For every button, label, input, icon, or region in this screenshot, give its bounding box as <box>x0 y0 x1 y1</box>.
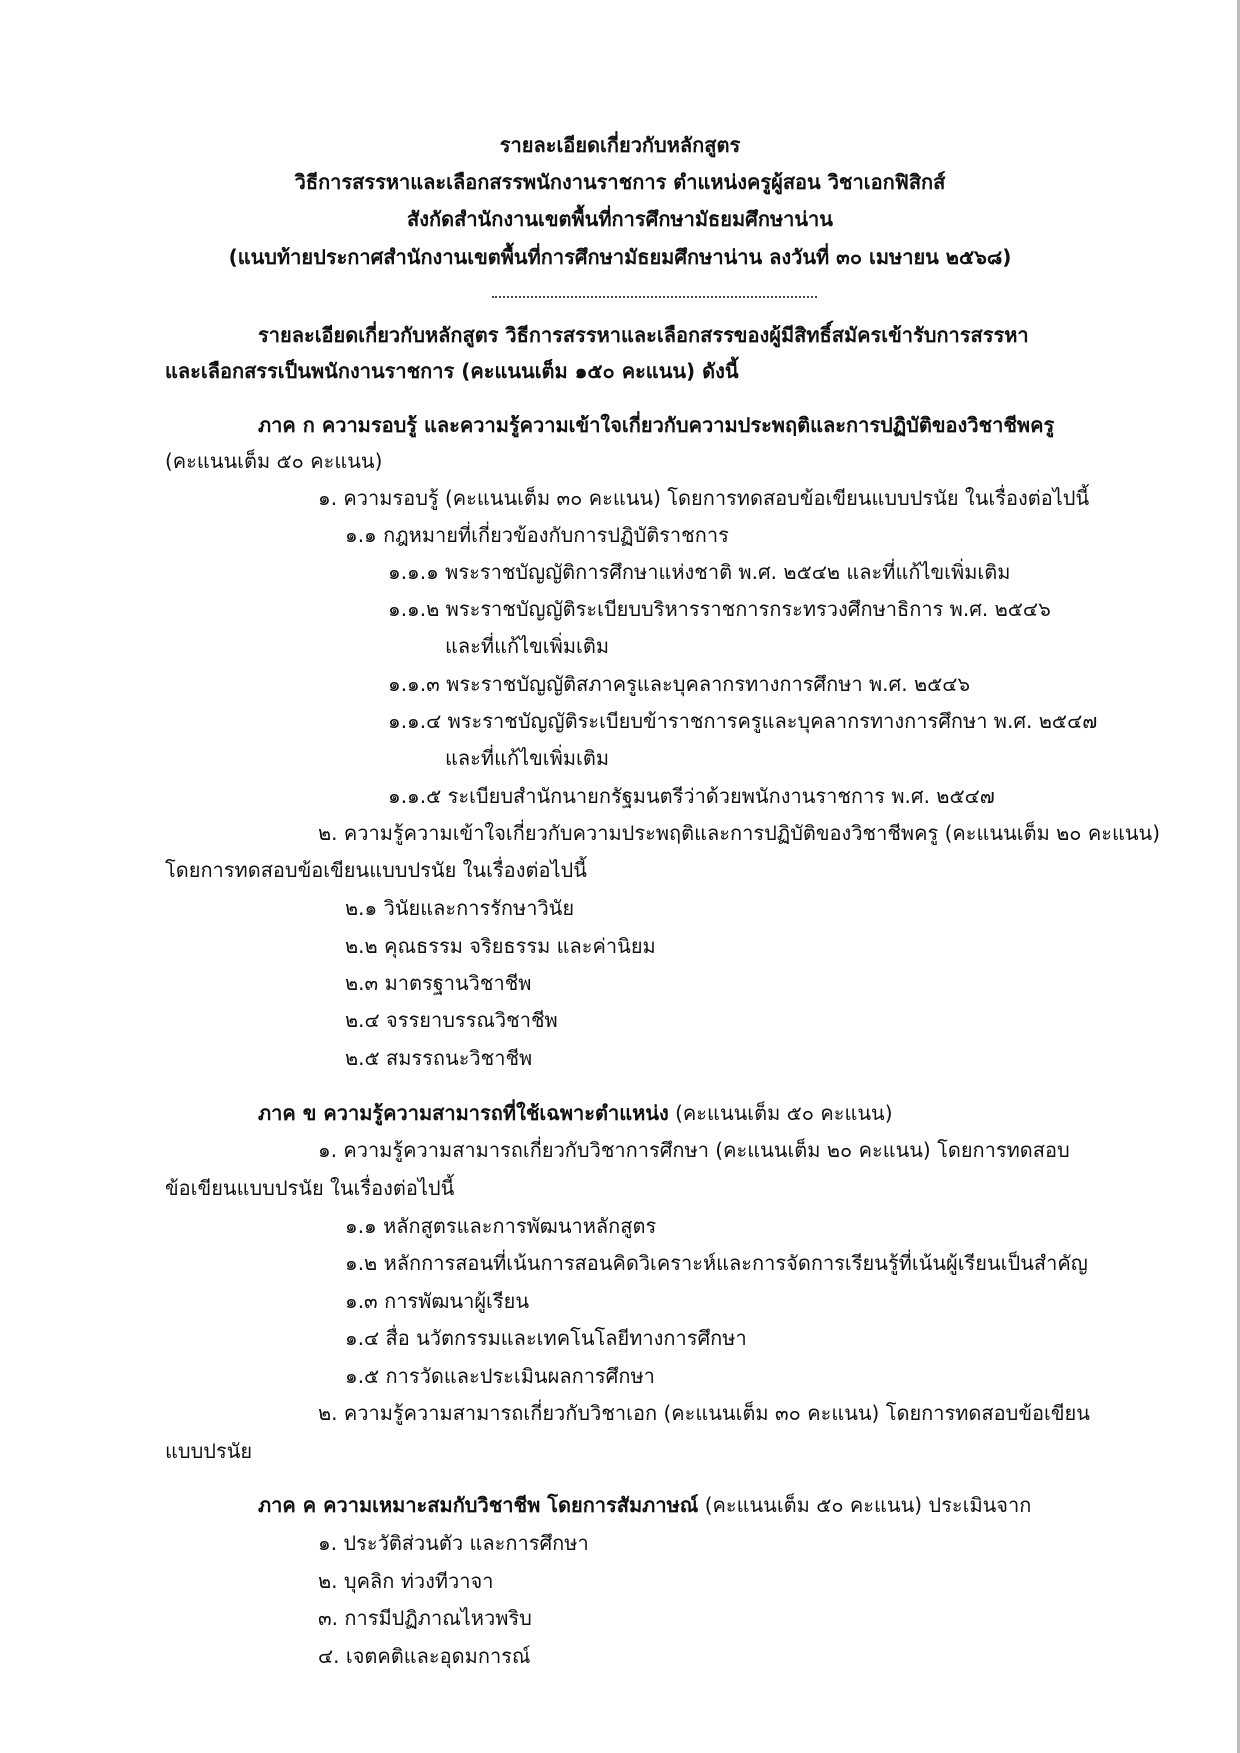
part-b-subitem: ๑.๓ การพัฒนาผู้เรียน <box>345 1289 530 1313</box>
law-item-continuation: และที่แก้ไขเพิ่มเติม <box>445 634 610 658</box>
part-b-item: ๒. ความรู้ความสามารถเกี่ยวกับวิชาเอก (คะแนนเต็ม ๓๐ คะแนน) โดยการทดสอบข้อเขียน <box>318 1401 1090 1425</box>
part-b-item-continuation: ข้อเขียนแบบปรนัย ในเรื่องต่อไปนี้ <box>165 1176 455 1200</box>
intro-line: และเลือกสรรเป็นพนักงานราชการ (คะแนนเต็ม ๑๕๐ คะแนน) ดังนี้ <box>165 359 739 383</box>
law-item: ๑.๑.๑ พระราชบัญญัติการศึกษาแห่งชาติ พ.ศ. ๒๕๔๒ และที่แก้ไขเพิ่มเติม <box>388 560 1011 584</box>
part-a-item: ๑. ความรอบรู้ (คะแนนเต็ม ๓๐ คะแนน) โดยการทดสอบข้อเขียนแบบปรนัย ในเรื่องต่อไปนี้ <box>318 486 1090 510</box>
part-b-item-continuation: แบบปรนัย <box>165 1439 253 1463</box>
part-c-item: ๑. ประวัติส่วนตัว และการศึกษา <box>318 1531 589 1555</box>
part-b-score: (คะแนนเต็ม ๕๐ คะแนน) <box>675 1101 893 1125</box>
part-a-item: ๒. ความรู้ความเข้าใจเกี่ยวกับความประพฤติและการปฏิบัติของวิชาชีพครู (คะแนนเต็ม ๒๐ คะแนน) <box>318 821 1161 845</box>
part-c-heading: ภาค ค ความเหมาะสมกับวิชาชีพ โดยการสัมภาษณ์ <box>258 1493 699 1517</box>
law-item: ๑.๑.๓ พระราชบัญญัติสภาครูและบุคลากรทางการศึกษา พ.ศ. ๒๕๔๖ <box>388 672 971 696</box>
part-c-item: ๔. เจตคติและอุดมการณ์ <box>318 1644 531 1668</box>
part-a-subitem: ๒.๕ สมรรถนะวิชาชีพ <box>345 1046 533 1070</box>
intro-line: รายละเอียดเกี่ยวกับหลักสูตร วิธีการสรรหาและเลือกสรรของผู้มีสิทธิ์สมัครเข้ารับการสรรหา <box>258 323 1029 347</box>
document-subtitle: วิธีการสรรหาและเลือกสรรพนักงานราชการ ตำแหน่งครูผู้สอน วิชาเอกฟิสิกส์ <box>294 170 946 194</box>
part-c-score: (คะแนนเต็ม ๕๐ คะแนน) ประเมินจาก <box>704 1493 1032 1517</box>
law-item: ๑.๑.๔ พระราชบัญญัติระเบียบข้าราชการครูและบุคลากรทางการศึกษา พ.ศ. ๒๕๔๗ <box>388 709 1098 733</box>
part-b-item: ๑. ความรู้ความสามารถเกี่ยวกับวิชาการศึกษา (คะแนนเต็ม ๒๐ คะแนน) โดยการทดสอบ <box>318 1138 1070 1162</box>
part-b-subitem: ๑.๒ หลักการสอนที่เน้นการสอนคิดวิเคราะห์และการจัดการเรียนรู้ที่เน้นผู้เรียนเป็นสำคัญ <box>345 1251 1088 1275</box>
part-a-score: (คะแนนเต็ม ๕๐ คะแนน) <box>165 449 383 473</box>
document-agency: สังกัดสำนักงานเขตพื้นที่การศึกษามัธยมศึกษาน่าน <box>407 207 833 231</box>
law-item: ๑.๑.๒ พระราชบัญญัติระเบียบบริหารราชการกระทรวงศึกษาธิการ พ.ศ. ๒๕๔๖ <box>388 597 1051 621</box>
part-b-heading: ภาค ข ความรู้ความสามารถที่ใช้เฉพาะตำแหน่ง <box>258 1101 669 1125</box>
part-a-subitem: ๒.๔ จรรยาบรรณวิชาชีพ <box>345 1008 558 1032</box>
part-a-subitem: ๒.๑ วินัยและการรักษาวินัย <box>345 896 575 920</box>
part-a-item-continuation: โดยการทดสอบข้อเขียนแบบปรนัย ในเรื่องต่อไปนี้ <box>165 858 587 882</box>
part-a-subitem: ๒.๒ คุณธรรม จริยธรรม และค่านิยม <box>345 934 656 958</box>
part-c-item: ๓. การมีปฏิภาณไหวพริบ <box>318 1606 532 1630</box>
law-item-continuation: และที่แก้ไขเพิ่มเติม <box>445 746 610 770</box>
document-title: รายละเอียดเกี่ยวกับหลักสูตร <box>499 133 741 157</box>
dotted-separator <box>492 296 817 298</box>
part-c-item: ๒. บุคลิก ท่วงทีวาจา <box>318 1569 494 1593</box>
law-item: ๑.๑.๕ ระเบียบสำนักนายกรัฐมนตรีว่าด้วยพนักงานราชการ พ.ศ. ๒๕๔๗ <box>388 784 995 808</box>
part-a-heading: ภาค ก ความรอบรู้ และความรู้ความเข้าใจเกี่ยวกับความประพฤติและการปฏิบัติของวิชาชีพครู <box>258 413 1055 437</box>
document-attachment-note: (แนบท้ายประกาศสำนักงานเขตพื้นที่การศึกษามัธยมศึกษาน่าน ลงวันที่ ๓๐ เมษายน ๒๕๖๘) <box>228 245 1012 269</box>
part-b-subitem: ๑.๕ การวัดและประเมินผลการศึกษา <box>345 1364 655 1388</box>
part-b-subitem: ๑.๔ สื่อ นวัตกรรมและเทคโนโลยีทางการศึกษา <box>345 1326 747 1350</box>
part-b-heading-line <box>258 1098 893 1128</box>
part-b-subitem: ๑.๑ หลักสูตรและการพัฒนาหลักสูตร <box>345 1214 657 1238</box>
part-a-subitem: ๒.๓ มาตรฐานวิชาชีพ <box>345 971 532 995</box>
part-a-subitem: ๑.๑ กฎหมายที่เกี่ยวข้องกับการปฏิบัติราชการ <box>345 523 729 547</box>
part-c-heading-line <box>258 1490 1031 1520</box>
